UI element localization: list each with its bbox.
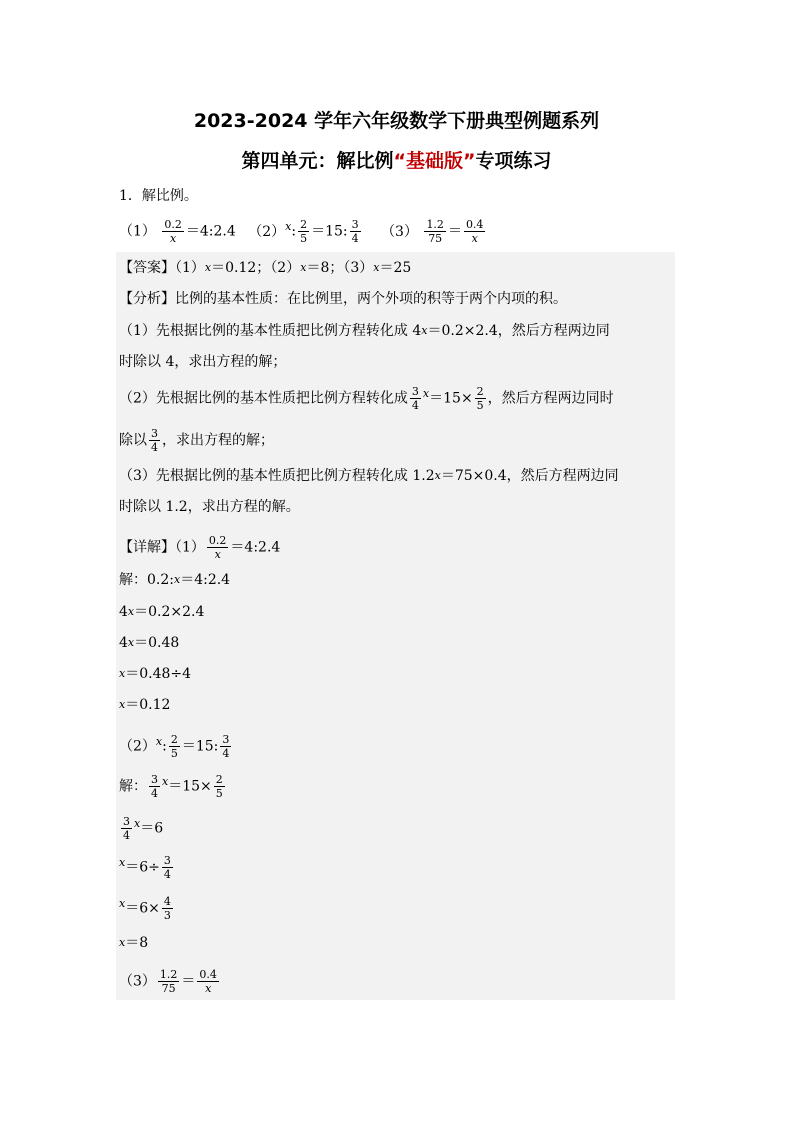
numerator: 3 [411,385,419,398]
denominator: x [170,232,177,245]
numerator: 2 [476,385,484,398]
solution-line [119,634,179,652]
variable-x: x [421,324,428,337]
fraction [158,968,180,995]
variable-x: x [119,936,126,949]
subtitle-quote-open: “ [393,150,406,172]
answer-line [119,259,411,277]
denominator: x [214,548,221,561]
denominator: 5 [215,787,223,800]
denominator: 4 [123,829,130,842]
subtitle-quote-close: ” [463,150,476,172]
denominator: 3 [163,909,171,922]
variable-x: x [119,897,126,910]
equals: ＝ [447,223,462,240]
analysis-step-2-cont [119,427,274,454]
equation-part: ＝0.12 [125,697,171,713]
analysis-text: 比例的基本性质：在比例里，两个外项的积等于两个内项的积。 [175,291,567,307]
detail-line [119,534,280,561]
numerator: 4 [163,895,171,908]
equation-part: ＝4:2.4 [180,572,231,588]
fraction [162,854,173,881]
numerator: 3 [351,218,359,231]
problem-1-rhs: ＝4:2.4 [185,223,236,240]
variable-x: x [204,261,212,274]
fraction [149,427,160,454]
step-text: （3）先根据比例的基本性质把比例方程转化成 1.2 [119,468,435,484]
fraction [475,385,486,412]
problem-1-label: （1） [119,223,156,240]
problem-2-label: （2） [248,223,286,240]
numerator: 1.2 [159,968,178,981]
numerator: 3 [151,773,158,786]
numerator: 2 [215,773,223,786]
solution-line [119,773,227,800]
solution-line [119,696,170,714]
solution-line [119,854,175,881]
equation-part: ＝0.2×2.4 [134,604,205,620]
subtitle-highlight: 基础版 [405,150,463,172]
problem-2-mid: ＝15: [311,223,348,240]
jie-label: 解： [119,572,147,588]
denominator: 4 [351,232,359,245]
variable-x: x [127,636,135,649]
variable-x: x [162,775,169,788]
fraction [169,733,180,760]
numerator: 1.2 [426,218,444,231]
step-text: （1）先根据比例的基本性质把比例方程转化成 4 [119,323,422,339]
answer-3-value: ＝25 [379,260,412,276]
equation-part: 4 [119,604,128,620]
fraction [149,773,160,800]
step-text: 除以 [119,432,147,449]
fraction [214,773,225,800]
subtitle-text: 第四单元：解比例 [241,150,394,172]
variable-x: x [285,220,292,233]
variable-x: x [422,387,430,400]
fraction [410,385,421,412]
fraction [207,534,229,561]
fraction [464,218,486,245]
variable-x: x [300,261,307,274]
numerator: 3 [222,733,230,746]
variable-x: x [155,735,163,748]
solution-line [119,665,191,683]
equation-part: ＝15: [181,738,219,755]
step-text: ＝0.2×2.4，然后方程两边同 [427,323,610,339]
analysis-step-3 [119,467,619,485]
numerator: 0.4 [199,968,217,981]
colon: : [291,223,297,240]
detail-2-label: （2） [119,738,156,755]
solution-line [119,934,148,952]
question-label: 1．解比例。 [119,188,198,204]
denominator: 75 [161,982,176,995]
variable-x: x [119,856,126,869]
analysis-step-1-cont: 时除以 4，求出方程的解； [119,354,287,370]
detail-1-label: （1） [175,539,205,556]
answer-2-label: （2） [270,260,301,276]
variable-x: x [173,573,181,586]
solution-line [119,603,204,621]
variable-x: x [373,261,380,274]
answer-3-label: （3） [343,260,374,276]
variable-x: x [127,605,135,618]
equation-part: ＝8 [125,935,149,951]
denominator: 5 [300,232,308,245]
solution-line [119,733,233,760]
equation-rhs: ＝4:2.4 [230,539,281,556]
answer-2-value: ＝8； [306,260,344,276]
denominator: 4 [151,787,158,800]
analysis-step-1 [119,322,610,340]
fraction [162,218,184,245]
equals: ＝ [181,973,196,990]
fraction [162,895,173,922]
fraction [220,733,231,760]
solution-line [119,895,175,922]
variable-x: x [119,698,126,711]
step-text: ，然后方程两边同时 [487,390,614,407]
step-text: （2）先根据比例的基本性质把比例方程转化成 [119,390,408,407]
analysis-line [119,290,567,308]
denominator: 4 [222,747,230,760]
answer-label: 【答案】 [119,260,175,276]
step-text: ＝15× [429,390,473,407]
numerator: 3 [123,815,130,828]
numerator: 0.2 [164,218,182,231]
variable-x: x [119,667,126,680]
denominator: 4 [163,868,171,881]
numerator: 2 [170,733,178,746]
page-title: 2023-2024 学年六年级数学下册典型例题系列 [193,110,600,132]
analysis-label: 【分析】 [119,291,175,307]
numerator: 0.4 [465,218,484,231]
equation-part: ＝15× [168,778,212,795]
denominator: 75 [428,232,443,245]
denominator: 5 [170,747,178,760]
variable-x: x [434,469,441,482]
jie-label: 解： [119,778,147,795]
solution-line [119,571,230,589]
step-text: ＝75×0.4，然后方程两边同 [440,468,619,484]
question-problems [119,218,487,245]
equation-part: ＝6× [125,900,160,917]
equation-part: 0.2: [147,572,174,588]
answer-1-value: ＝0.12； [211,260,271,276]
equation-part: ＝0.48÷4 [125,666,192,682]
analysis-step-2 [119,385,614,412]
equation-part: 4 [119,635,128,651]
solution-line [119,968,221,995]
detail-3-label: （3） [119,973,156,990]
fraction [197,968,219,995]
numerator: 2 [300,218,308,231]
analysis-step-3-cont: 时除以 1.2，求出方程的解。 [119,499,300,515]
answer-1-label: （1） [175,260,205,276]
fraction [350,218,361,245]
numerator: 0.2 [208,534,227,547]
fraction [298,218,309,245]
numerator: 3 [163,854,171,867]
denominator: 5 [476,399,484,412]
denominator: 4 [411,399,419,412]
fraction [424,218,446,245]
step-text: ，求出方程的解； [162,432,274,449]
variable-x: x [134,817,141,830]
solution-line [119,815,163,842]
problem-3-label: （3） [381,223,418,240]
denominator: x [471,232,478,245]
page-subtitle [0,146,793,173]
fraction [121,815,132,842]
colon: : [162,738,167,755]
numerator: 3 [151,427,158,440]
equation-part: ＝6÷ [125,859,160,876]
equation-part: ＝0.48 [134,635,180,651]
subtitle-text-end: 专项练习 [475,150,552,172]
denominator: x [205,982,212,995]
denominator: 4 [151,441,158,454]
equation-part: ＝6 [140,820,164,837]
detail-label: 【详解】 [119,539,175,556]
